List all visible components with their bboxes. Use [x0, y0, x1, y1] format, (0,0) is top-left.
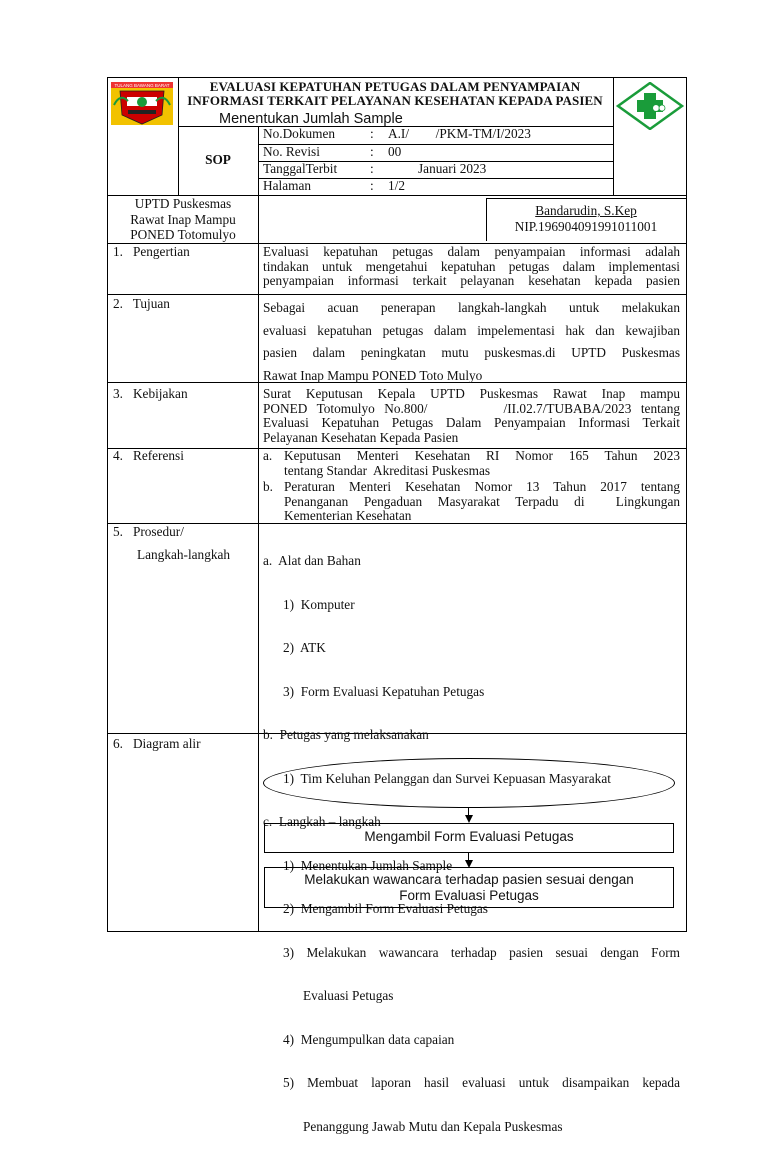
divider — [108, 294, 686, 295]
tujuan-text — [263, 297, 680, 387]
list-heading: b. Petugas yang melaksanakan — [263, 727, 429, 742]
health-cross-logo — [615, 82, 685, 130]
reference-marker: a. — [263, 448, 273, 463]
list-item: 2) Mengambil Form Evaluasi Petugas — [283, 901, 488, 916]
list-heading: c. Langkah – langkah — [263, 814, 381, 829]
meta-sep: : — [370, 144, 374, 159]
reference-marker: b. — [263, 479, 273, 494]
divider — [486, 198, 686, 199]
flow-box-label: Melakukan wawancara terhadap pasien sesuai dengan — [304, 872, 634, 887]
text-line: Evaluasi kepatuhan petugas dalam penyampaian informasi adalah — [263, 244, 680, 259]
section-label: 4. Referensi — [113, 448, 184, 463]
text-line: Kementerian Kesehatan — [284, 508, 412, 523]
signer-name: Bandarudin, S.Kep — [535, 203, 637, 218]
list-item: 1) Menentukan Jumlah Sample — [283, 857, 453, 873]
sop-label: SOP — [205, 152, 231, 167]
overlay-text: Menentukan Jumlah Sample — [219, 111, 403, 127]
text-line: PONED Totomulyo No.800/ /II.02.7/TUBABA/2023 tentang — [263, 400, 680, 416]
org-line: PONED Totomulyo — [130, 227, 236, 242]
text-line: Keputusan Menteri Kesehatan RI Nomor 165 Tahun 2023 — [284, 448, 680, 463]
list-item: Penanggung Jawab Mutu dan Kepala Puskesmas — [283, 1118, 563, 1134]
text-line: Sebagai acuan penerapan langkah-langkah untuk melakukan — [263, 300, 680, 315]
text-line: Evaluasi Kepatuhan Petugas Dalam Penyampaian Informasi Terkait — [263, 415, 680, 430]
meta-sep: : — [370, 161, 374, 176]
list-item: 5) Membuat laporan hasil evaluasi untuk disampaikan kepada — [283, 1075, 680, 1090]
section-label: Langkah-langkah — [137, 547, 231, 562]
meta-sep: : — [370, 178, 374, 193]
divider — [258, 195, 259, 931]
regency-logo — [110, 81, 174, 126]
organization-name — [108, 196, 258, 243]
document-title: EVALUASI KEPATUHAN PETUGAS DALAM PENYAMPAIAN INFORMASI TERKAIT PELAYANAN KESEHATAN KEPADA PASIEN — [187, 79, 603, 108]
text-line: Pelayanan Kesehatan Kepada Pasien — [263, 429, 459, 445]
text-line: Rawat Inap Mampu PONED Toto Mulyo — [263, 367, 483, 383]
reference-item — [284, 480, 680, 524]
text-line: evaluasi kepatuhan petugas dalam impelementasi hak dan kewajiban — [263, 322, 680, 338]
meta-sep: : — [370, 126, 374, 141]
list-heading: a. Alat dan Bahan — [263, 553, 361, 568]
meta-label: Halaman — [263, 178, 311, 193]
svg-text:TULANG BAWANG BARAT: TULANG BAWANG BARAT — [114, 83, 170, 88]
text-line: penyampaian informasi terkait pelayanan kesehatan kepada pasien — [263, 273, 680, 288]
sop-document — [107, 77, 687, 1134]
pengertian-text — [263, 245, 680, 289]
text-line: Penanganan Pengaduan Masyarakat Terpadu di Lingkungan — [284, 493, 680, 509]
flow-box — [264, 867, 674, 908]
org-line: Rawat Inap Mampu — [130, 211, 236, 227]
section-label: 5. Prosedur/ — [113, 524, 184, 539]
text-line: Surat Keputusan Kepala UPTD Puskesmas Rawat Inap mampu — [263, 386, 680, 401]
list-item: 3) Melakukan wawancara terhadap pasien sesuai dengan Form — [283, 944, 680, 960]
kebijakan-text — [263, 387, 680, 445]
flow-start-ellipse — [263, 758, 675, 808]
reference-item — [284, 449, 680, 478]
list-item: 1) Tim Keluhan Pelanggan dan Survei Kepuasan Masyarakat — [283, 770, 611, 786]
flow-arrowhead — [465, 815, 473, 823]
meta-value: 1/2 — [388, 178, 405, 193]
divider — [613, 78, 614, 195]
meta-value: 00 — [388, 144, 402, 159]
section-label: 6. Diagram alir — [113, 736, 201, 751]
flow-box-label: Form Evaluasi Petugas — [399, 888, 539, 903]
text-line: tentang Standar Akreditasi Puskesmas — [284, 462, 491, 478]
flow-box-label: Mengambil Form Evaluasi Petugas — [364, 829, 574, 844]
meta-label: TanggalTerbit — [263, 161, 338, 176]
section-label: 3. Kebijakan — [113, 386, 188, 401]
org-line: UPTD Puskesmas — [134, 196, 232, 211]
signer-nip: NIP.196904091991011001 — [514, 219, 658, 234]
text-line: Peraturan Menteri Kesehatan Nomor 13 Tahun 2017 tentang — [284, 479, 680, 494]
text-line: pasien dalam peningkatan mutu puskesmas.di UPTD Puskesmas — [263, 345, 680, 360]
text-line: tindakan untuk mengetahui kepatuhan petugas dalam implementasi — [263, 258, 680, 274]
meta-value: Januari 2023 — [418, 161, 487, 176]
list-item: 3) Form Evaluasi Kepatuhan Petugas — [283, 683, 485, 699]
flow-box — [264, 823, 674, 853]
meta-value: A.I/ /PKM-TM/I/2023 — [388, 126, 531, 141]
list-item: 1) Komputer — [283, 596, 355, 612]
meta-label: No.Dokumen — [263, 126, 336, 141]
section-label: 1. Pengertian — [113, 244, 190, 259]
list-item: Evaluasi Petugas — [283, 988, 394, 1003]
divider — [258, 178, 613, 179]
list-item: 2) ATK — [283, 640, 326, 655]
list-item: 4) Mengumpulkan data capaian — [283, 1031, 455, 1047]
meta-label: No. Revisi — [263, 144, 320, 159]
section-label: 2. Tujuan — [113, 296, 170, 311]
